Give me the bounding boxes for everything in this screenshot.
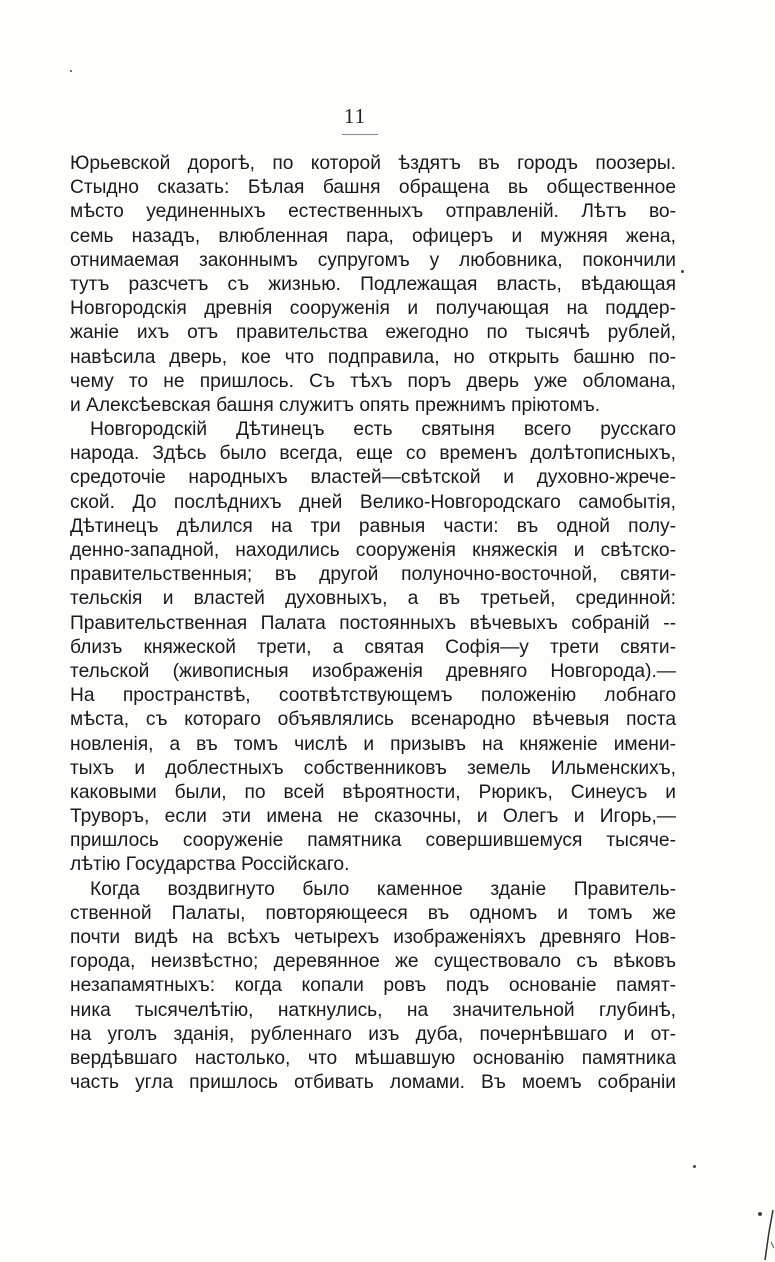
text-line: ственной Палаты, повторяющееся въ одномъ и томъ же xyxy=(70,902,676,924)
text-line: правительственныя; въ другой полуночно-восточной, святи- xyxy=(70,564,676,586)
text-line: пришлось сооруженіе памятника совершившемуся тысяче- xyxy=(70,830,676,852)
text-line: новленія, а въ томъ числѣ и призывъ на княженіе имени- xyxy=(70,733,676,755)
text-line: семь назадъ, влюбленная пара, офицеръ и мужняя жена, xyxy=(70,225,676,247)
text-line: часть угла пришлось отбивать ломами. Въ моемъ собраніи xyxy=(70,1072,676,1094)
text-line: близъ княжеской трети, а святая Софія—у трети святи- xyxy=(70,636,676,658)
text-line: города, неизвѣстно; деревянное же существовало съ вѣковъ xyxy=(70,951,676,973)
text-line: ника тысячелѣтію, наткнулись, на значительной глубинѣ, xyxy=(70,999,676,1021)
text-line: тыхъ и доблестныхъ собственниковъ земель Ильменскихъ, xyxy=(70,757,676,779)
text-line: почти видѣ на всѣхъ четырехъ изображеніяхъ древняго Нов- xyxy=(70,927,676,948)
text-line: ской. До послѣднихъ дней Велико-Новгородскаго самобытія, xyxy=(70,491,676,513)
scan-speck xyxy=(70,70,72,72)
text-line: каковыми были, по всей вѣроятности, Рюрикъ, Синеусъ и xyxy=(70,781,676,803)
text-line: тельскія и властей духовныхъ, а въ третьей, срединной: xyxy=(70,588,676,610)
text-line: на уголъ зданія, рубленнаго изъ дуба, почернѣвшаго и от- xyxy=(70,1023,676,1045)
page-number: 11 xyxy=(343,104,367,128)
scan-edge-mark xyxy=(735,1202,775,1262)
text-line: Новгородскій Дѣтинецъ есть святыня всего русскаго xyxy=(90,419,676,441)
text-line: народа. Здѣсь было всегда, еще со временъ долѣтописныхъ, xyxy=(70,443,676,465)
text-line: отнимаемая законнымъ супругомъ у любовника, покончили xyxy=(70,249,676,271)
text-line: Новгородскія древнія сооруженія и получающая на поддер- xyxy=(70,298,676,320)
text-line: мѣсто уединенныхъ естественныхъ отправленій. Лѣтъ во- xyxy=(70,201,676,223)
body-text xyxy=(70,152,676,1095)
text-line: лѣтію Государства Россійскаго. xyxy=(70,854,350,876)
text-line: Дѣтинецъ дѣлился на три равныя части: въ одной полу- xyxy=(70,515,676,537)
text-line: мѣста, съ котораго объявлялись всенародно вѣчевыя поста xyxy=(70,709,676,731)
text-line: Когда воздвигнуто было каменное зданіе Правитель- xyxy=(90,878,676,900)
text-line: Правительственная Палата постоянныхъ вѣчевыхъ собраній -- xyxy=(70,612,676,634)
page-number-rule xyxy=(342,134,378,135)
text-line: денно-западной, находились сооруженія княжескія и свѣтско- xyxy=(70,540,676,561)
text-line: чему то не пришлось. Съ тѣхъ поръ дверь уже обломана, xyxy=(70,370,676,392)
text-line: тельской (живописныя изображенія древняго Новгорода).— xyxy=(70,660,676,682)
text-line: Труворъ, если эти имена не сказочны, и Олегъ и Игорь,— xyxy=(70,806,676,828)
text-line: Стыдно сказать: Бѣлая башня обращена вь общественное xyxy=(70,177,676,199)
text-line: незапамятныхъ: когда копали ровъ подъ основаніе памят- xyxy=(70,975,676,997)
text-line: и Алексѣевская башня служитъ опять прежнимъ пріютомъ. xyxy=(70,394,601,416)
scan-speck xyxy=(681,270,684,273)
text-line: Юрьевской дорогѣ, по которой ѣздятъ въ городъ поозеры. xyxy=(70,153,676,174)
text-line: средоточіе народныхъ властей—свѣтской и духовно-жрече- xyxy=(70,467,676,489)
text-line: тутъ разсчетъ съ жизнью. Подлежащая власть, вѣдающая xyxy=(70,273,676,295)
text-line: На пространствѣ, соотвѣтствующемъ положенію лобнаго xyxy=(70,685,676,707)
text-line: навѣсила дверь, кое что подправила, но открыть башню по- xyxy=(70,346,676,368)
text-line: жаніе ихъ отъ правительства ежегодно по тысячѣ рублей, xyxy=(70,322,676,344)
scan-speck xyxy=(693,1165,696,1168)
text-line: вердѣвшаго настолько, что мѣшавшую основанію памятника xyxy=(70,1047,676,1069)
